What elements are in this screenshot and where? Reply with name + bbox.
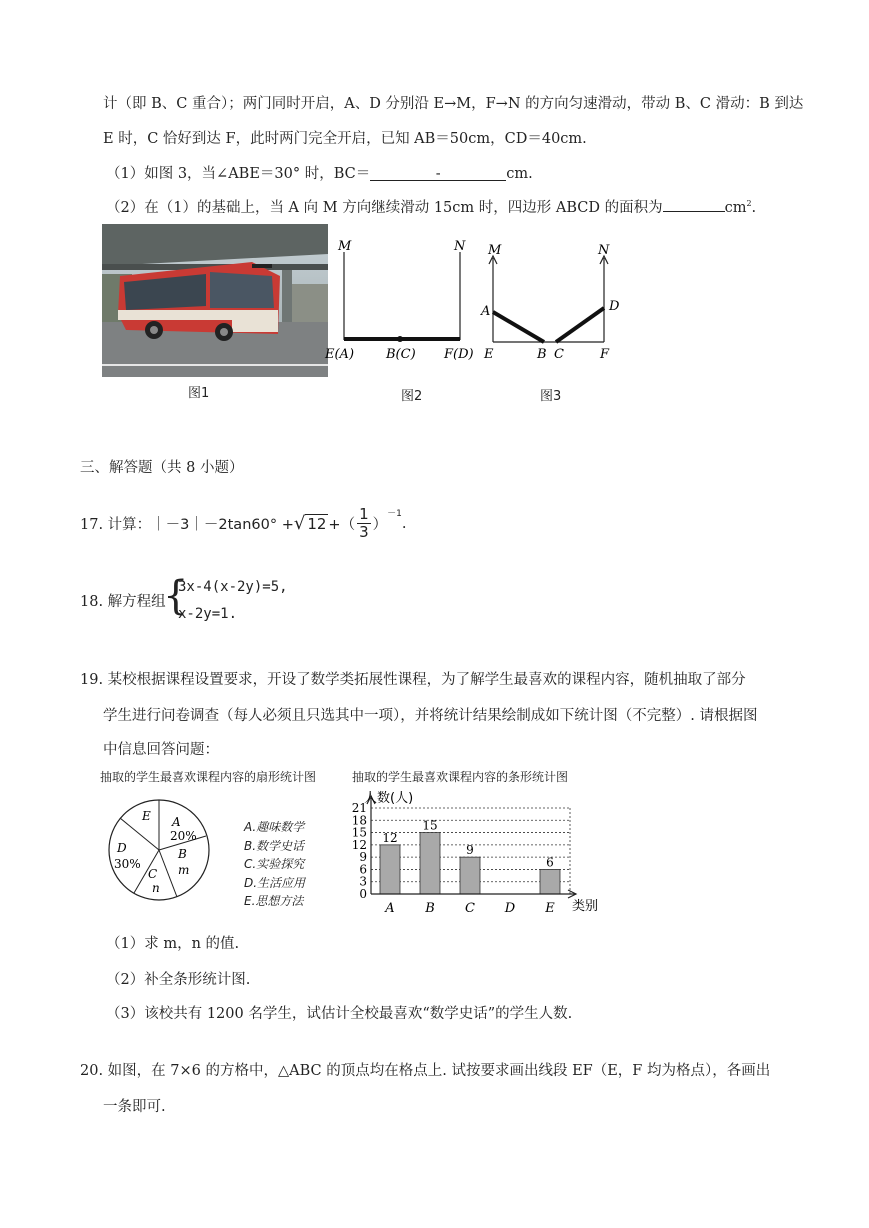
q19-line3: 中信息回答问题：: [103, 742, 219, 758]
q18-prefix: 18. 解方程组: [80, 594, 166, 610]
pie-legend: [244, 818, 305, 911]
q19-line2: 学生进行问卷调查（每人必须且只选其中一项），并将统计结果绘制成如下统计图（不完整）. 请根据图: [103, 708, 758, 724]
bar-c: [460, 857, 480, 894]
figure1-caption: 图1: [188, 386, 210, 401]
bar-chart: [330, 788, 620, 918]
fig3-label-E: E: [484, 347, 494, 362]
figure3-diagram: [476, 236, 636, 366]
figure3-caption: 图3: [540, 389, 562, 404]
q19-line1: 19. 某校根据课程设置要求，开设了数学类拓展性课程，为了解学生最喜欢的课程内容，随机抽取了部分: [80, 672, 746, 688]
bar-b: [420, 833, 440, 894]
q2-prefix: （2）在（1）的基础上，当 A 向 M 方向继续滑动 15cm 时，四边形 ABCD 的面积为: [106, 200, 663, 216]
y-axis-label: 人数(人): [364, 791, 414, 806]
figure2-diagram: [322, 232, 482, 372]
bus-photo: [102, 224, 328, 377]
pie-chart: [100, 796, 220, 904]
q20-line2: 一条即可.: [103, 1099, 166, 1115]
fig3-label-N: N: [598, 243, 610, 258]
bar-value-label: 12: [382, 830, 398, 845]
x-axis-label: 类别: [572, 899, 599, 914]
bar-a: [380, 845, 400, 894]
bar-chart-title: 抽取的学生最喜欢课程内容的条形统计图: [352, 770, 569, 784]
q2-unit-sup: 2: [746, 199, 752, 209]
x-tick-label: B: [425, 901, 435, 916]
y-tick-label: 6: [359, 862, 367, 877]
q1-prefix: （1）如图 3，当∠ABE＝30° 时，BC＝: [106, 166, 371, 182]
q17-fraction: [357, 506, 371, 541]
fig2-label-FD: F(D): [444, 347, 474, 362]
bar-value-label: 6: [546, 855, 554, 870]
pie-value-D: 30%: [114, 857, 141, 871]
q19-sub1: （1）求 m，n 的值.: [106, 936, 240, 952]
y-tick-label: 15: [351, 825, 367, 840]
pie-value-C: n: [152, 881, 160, 895]
pie-label-A: A: [172, 815, 181, 829]
fig3-label-F: F: [600, 347, 610, 362]
q2-answer-blank: [663, 197, 725, 212]
bar-value-label: 15: [422, 818, 438, 833]
figure2-caption: 图2: [401, 389, 423, 404]
pie-title: 抽取的学生最喜欢课程内容的扇形统计图: [100, 770, 317, 784]
y-tick-label: 3: [359, 874, 367, 889]
problem16-question2: [106, 196, 756, 217]
pie-label-E: E: [142, 809, 151, 823]
legend-item-a: A.趣味数学: [244, 820, 305, 834]
bar-value-label: 9: [466, 843, 474, 858]
q17-radicand: 12: [307, 515, 327, 533]
y-tick-label: 18: [351, 813, 367, 828]
q17-numerator: 1: [359, 505, 369, 523]
q2-end: .: [751, 200, 757, 216]
y-tick-label: 0: [359, 887, 367, 901]
fig3-label-M: M: [488, 243, 502, 258]
fig2-label-EA: E(A): [325, 347, 355, 362]
fig3-label-B: B: [537, 347, 547, 362]
legend-item-b: B.数学史话: [244, 838, 305, 853]
fig2-label-N: N: [454, 239, 466, 254]
y-tick-label: 9: [359, 850, 367, 865]
q1-answer-blank: [370, 166, 506, 181]
q19-sub2: （2）补全条形统计图.: [106, 972, 251, 988]
system-brace: {: [163, 573, 189, 619]
q2-unit: cm: [724, 200, 747, 216]
q17-close: ）: [372, 517, 388, 533]
bar-e: [540, 869, 560, 894]
x-tick-label: C: [465, 901, 475, 916]
q17-prefix: 17. 计算：: [80, 517, 152, 533]
fig3-label-D: D: [609, 299, 620, 314]
q18-equation1: 3x-4(x-2y)=5,: [178, 579, 288, 595]
section3-title: 三、解答题（共 8 小题）: [80, 460, 244, 476]
legend-item-e: E.思想方法: [244, 894, 304, 908]
fig2-label-M: M: [338, 239, 352, 254]
bar-series: [380, 819, 560, 894]
sqrt-symbol: √: [293, 513, 306, 534]
q17-plus: +（: [328, 517, 356, 533]
pie-value-A: 20%: [170, 829, 197, 843]
legend-item-c: C.实验探究: [244, 857, 305, 871]
fig2-label-BC: B(C): [386, 347, 416, 362]
legend-item-d: D.生活应用: [244, 875, 306, 890]
question17: [80, 506, 406, 541]
q19-sub3: （3）该校共有 1200 名学生，试估计全校最喜欢“数学史话”的学生人数.: [106, 1006, 573, 1022]
problem16-text-line1: 计（即 B、C 重合）；两门同时开启，A、D 分别沿 E→M，F→N 的方向匀速滑动，带动 B、C 滑动：B 到达: [103, 96, 804, 112]
fig3-label-A: A: [481, 304, 491, 319]
pie-label-B: B: [178, 847, 187, 861]
q17-end: .: [401, 515, 407, 532]
y-axis-ticks: [352, 801, 367, 901]
y-tick-label: 21: [351, 801, 367, 815]
pie-value-B: m: [178, 863, 190, 877]
q17-exponent: －1: [387, 509, 402, 519]
q1-blank-mark: -: [435, 166, 441, 182]
pie-label-C: C: [148, 867, 158, 881]
x-tick-label: E: [545, 901, 555, 916]
x-tick-label: D: [504, 901, 516, 916]
q17-expr1: ｜－3｜－2tan60° +: [151, 517, 294, 533]
problem16-question1: [106, 162, 533, 183]
q18-equation2: x-2y=1.: [178, 606, 238, 622]
x-axis-labels: [384, 901, 555, 916]
pie-label-D: D: [117, 841, 127, 855]
q20-line1: 20. 如图，在 7×6 的方格中，△ABC 的顶点均在格点上. 试按要求画出线段 EF（E，F 均为格点），各画出: [80, 1063, 771, 1079]
y-tick-label: 12: [351, 837, 367, 852]
problem16-text-line2: E 时，C 恰好到达 F，此时两门完全开启，已知 AB＝50cm，CD＝40cm.: [103, 131, 587, 147]
x-tick-label: A: [385, 901, 395, 916]
q1-unit: cm.: [506, 166, 533, 182]
fig3-label-C: C: [554, 347, 564, 362]
q17-denominator: 3: [359, 523, 369, 541]
